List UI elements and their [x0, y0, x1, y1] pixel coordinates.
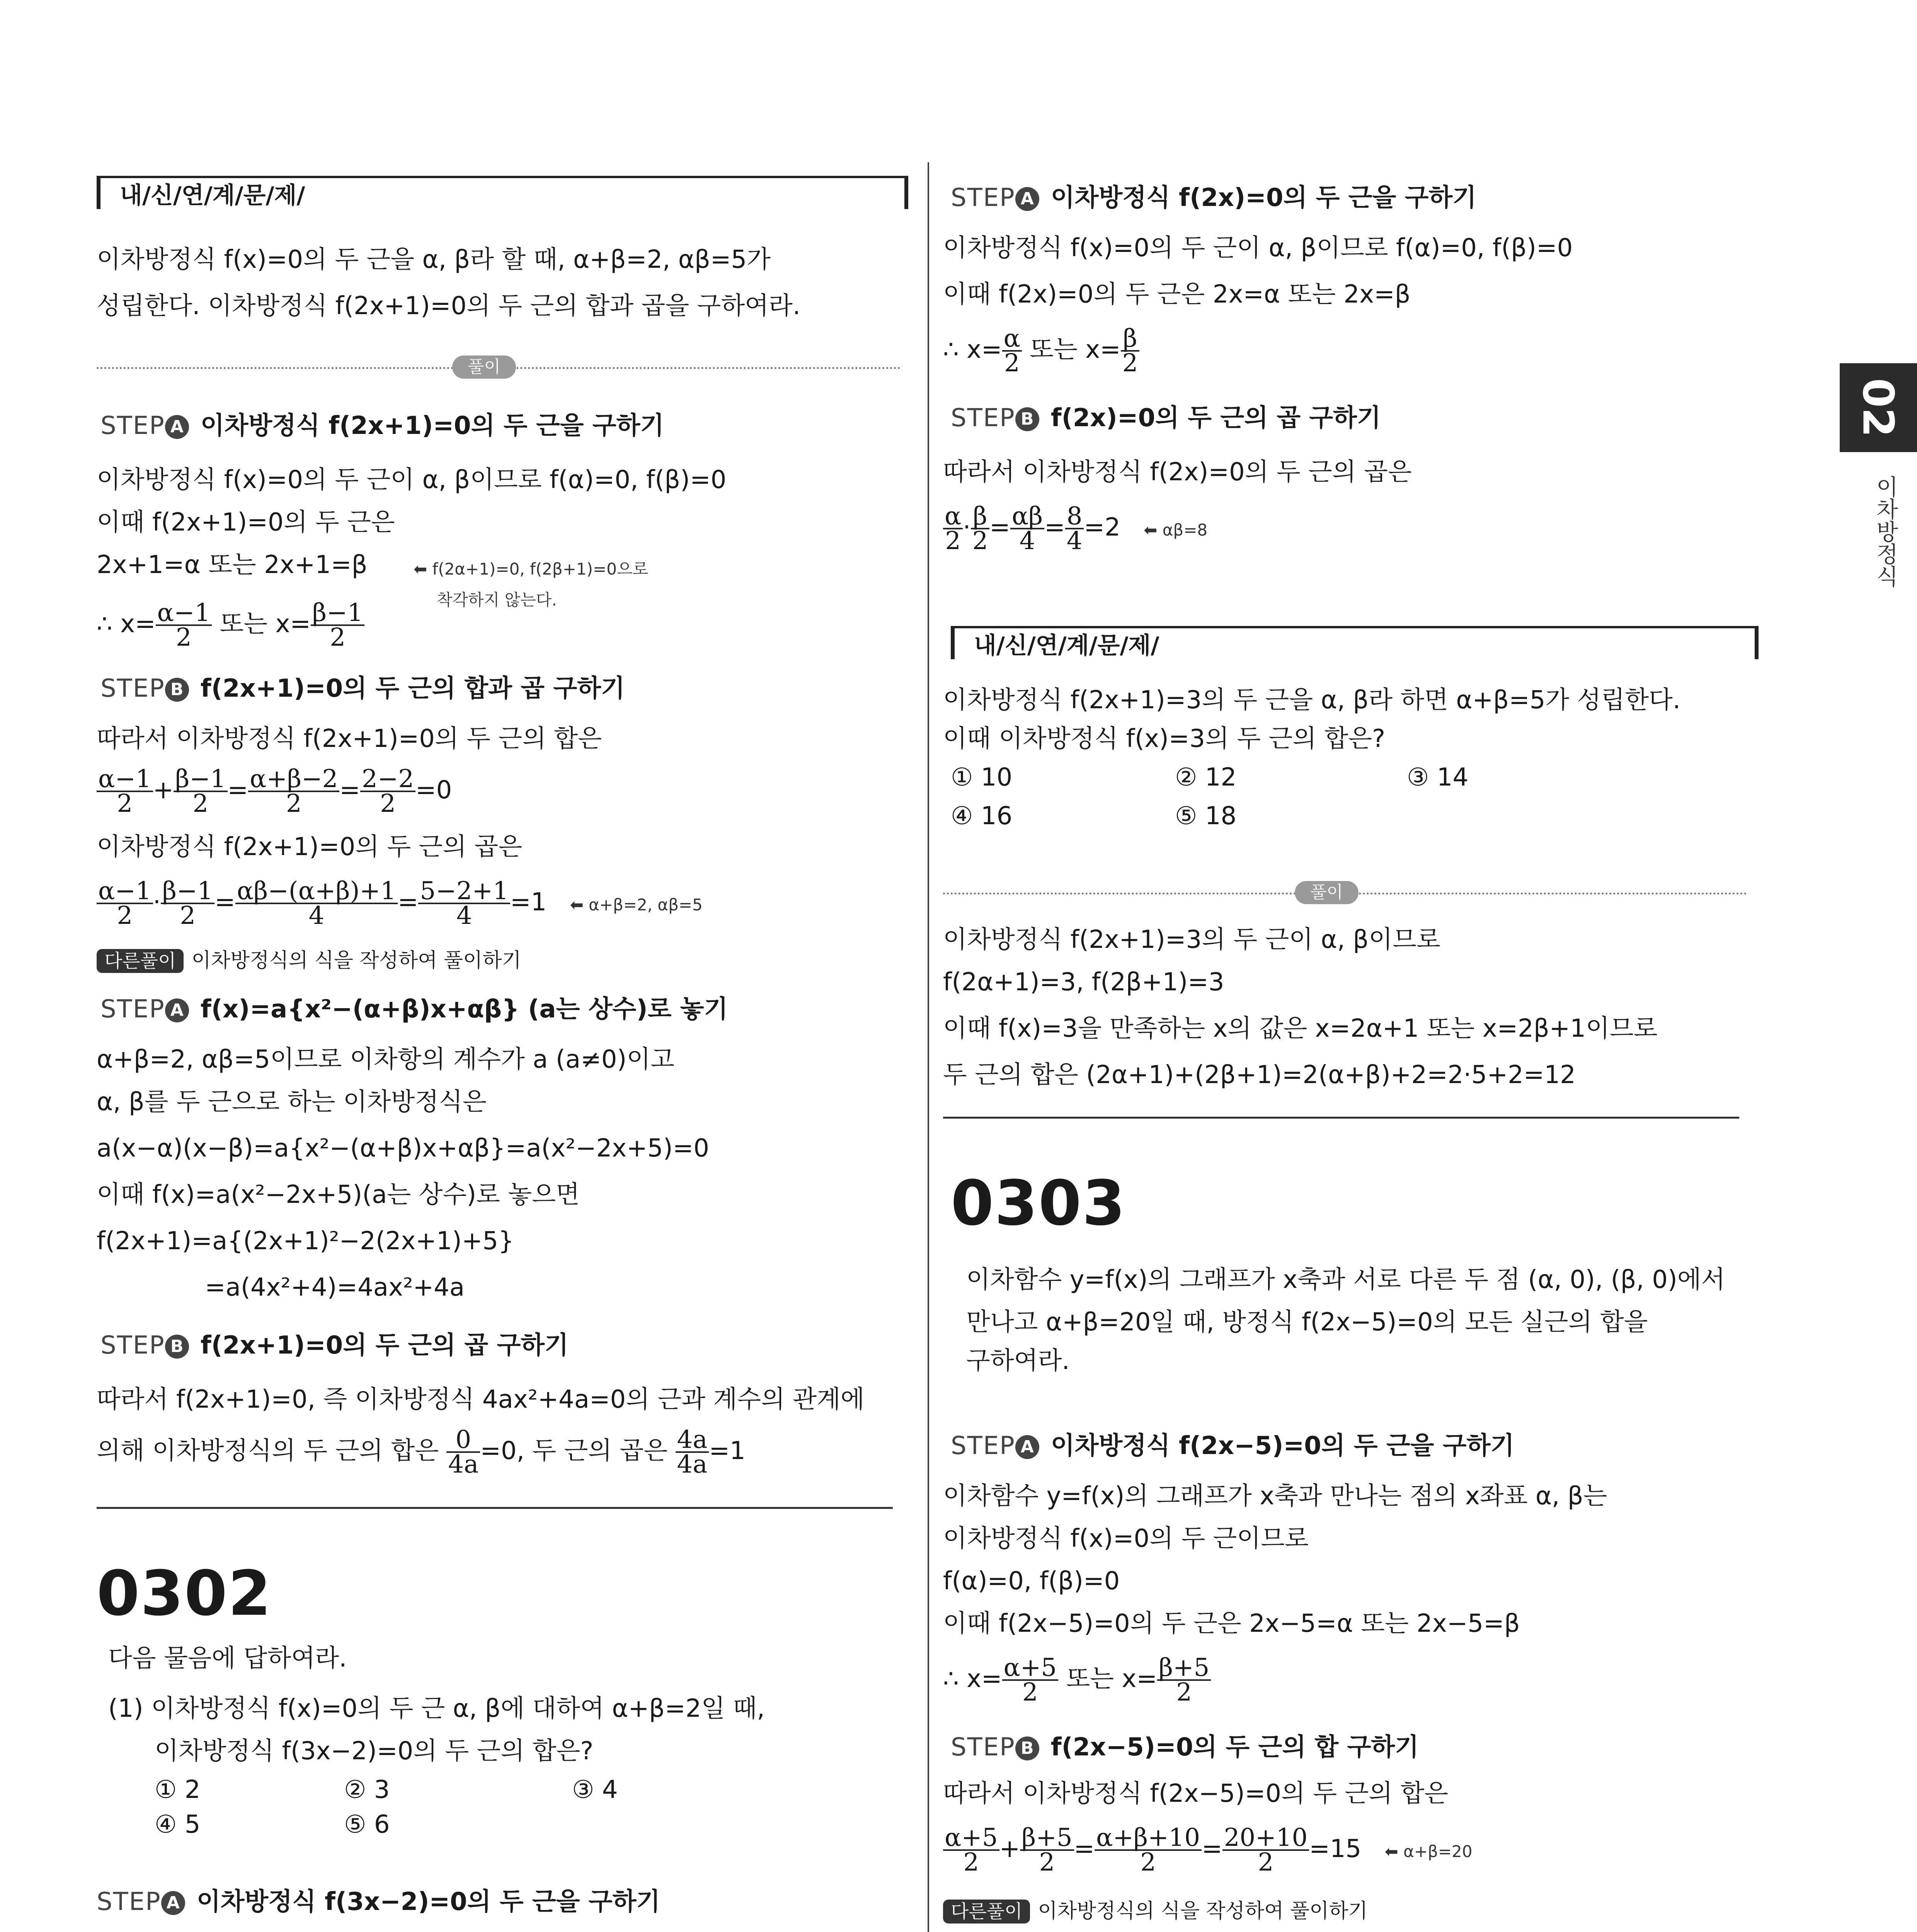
- q1-choice-4: ④ 5: [155, 1810, 201, 1839]
- alt-step-a-heading: STEP A f(x)=a{x²−(α+β)x+αβ} (a는 상수)로 놓기: [100, 995, 728, 1024]
- problem-number-0302: 0302: [97, 1557, 272, 1629]
- chapter-label: 이차방정식: [1872, 475, 1898, 587]
- alt-step-b-line: 따라서 f(2x+1)=0, 즉 이차방정식 4ax²+4a=0의 근과 계수의 관계에: [97, 1385, 865, 1414]
- alt-solution-header: 다른풀이 이차방정식의 식을 작성하여 풀이하기: [97, 943, 908, 977]
- p0302-q1-line-1: (1) 이차방정식 f(x)=0의 두 근 α, β에 대하여 α+β=2일 때,: [108, 1694, 765, 1723]
- p0303-sum-equation: $\frac{\alpha+5}{2}$ + $\frac{\beta+5}{2}$ = $\frac{\alpha+\beta+10}{2}$ = $\frac{20+10}{2}$ =15 ⬅ α+β=20: [943, 1820, 1762, 1878]
- p0303-intro-1: 이차함수 y=f(x)의 그래프가 x축과 서로 다른 두 점 (α, 0), (β, 0)에서: [966, 1265, 1725, 1294]
- alt-line-4: 이때 f(x)=a(x²−2x+5)(a는 상수)로 놓으면: [97, 1180, 580, 1209]
- p0302-q1-line-2: 이차방정식 f(3x−2)=0의 두 근의 합은?: [155, 1737, 594, 1765]
- p0303-step-a-line-2: 이차방정식 f(x)=0의 두 근이므로: [943, 1524, 1309, 1553]
- r-step-a-heading: STEP A 이차방정식 f(2x)=0의 두 근을 구하기: [951, 184, 1477, 212]
- section-rule: [97, 1507, 893, 1509]
- step-b-heading: STEP B f(2x+1)=0의 두 근의 합과 곱 구하기: [100, 674, 625, 703]
- p0303-alt-header: 다른풀이 이차방정식의 식을 작성하여 풀이하기: [943, 1893, 1762, 1927]
- q1-choice-1: ① 2: [155, 1776, 201, 1804]
- r-sol-line-4: 두 근의 합은 (2α+1)+(2β+1)=2(α+β)+2=2·5+2=12: [943, 1061, 1576, 1089]
- r-step-b-line: 따라서 이차방정식 f(2x)=0의 두 근의 곱은: [943, 458, 1412, 486]
- left-column: [97, 0, 908, 1932]
- q1-choice-3: ③ 4: [572, 1776, 618, 1804]
- product-equation: $\frac{\alpha-1}{2}$ · $\frac{\beta-1}{2}$ = $\frac{\alpha\beta-(\alpha+\beta)+1}{4}$ = $\frac{5-2+1}{4}$ =1 ⬅ α+β=2, αβ=5: [97, 873, 908, 931]
- alt-line-2: α, β를 두 근으로 하는 이차방정식은: [97, 1088, 487, 1116]
- r-choice-2: ② 12: [1175, 763, 1237, 792]
- right-column: [943, 0, 1762, 1932]
- solution-label: 풀이: [452, 355, 516, 379]
- r-sol-line-3: 이때 f(x)=3을 만족하는 x의 값은 x=2α+1 또는 x=2β+1이므로: [943, 1014, 1658, 1043]
- r-solution-label: 풀이: [1295, 881, 1359, 904]
- r-box-title: 내/신/연/계/문/제/: [951, 626, 1759, 659]
- r-step-a-line-1: 이차방정식 f(x)=0의 두 근이 α, β이므로 f(α)=0, f(β)=0: [943, 234, 1573, 262]
- alt-line-1: α+β=2, αβ=5이므로 이차항의 계수가 a (a≠0)이고: [97, 1045, 675, 1074]
- step-a-line-2: 이때 f(2x+1)=0의 두 근은: [97, 508, 395, 537]
- p0302-step-a-heading: STEP A 이차방정식 f(3x−2)=0의 두 근을 구하기: [97, 1888, 661, 1916]
- r-step-a-line-2: 이때 f(2x)=0의 두 근은 2x=α 또는 2x=β: [943, 280, 1411, 309]
- alt-step-b-heading: STEP B f(2x+1)=0의 두 근의 곱 구하기: [100, 1331, 569, 1360]
- alt-line-3: a(x−α)(x−β)=a{x²−(α+β)x+αβ}=a(x²−2x+5)=0: [97, 1134, 709, 1163]
- alt-final-line: 의해 이차방정식의 두 근의 합은 $\frac{0}{4a}$ =0, 두 근의 곱은 $\frac{4a}{4a}$ =1: [97, 1425, 746, 1479]
- problem-number-0303: 0303: [951, 1167, 1126, 1239]
- r-step-a-solution: ∴ x= $\frac{\alpha}{2}$ 또는 x= $\frac{\beta}{2}$: [943, 321, 1762, 379]
- p0303-step-a-heading: STEP A 이차방정식 f(2x−5)=0의 두 근을 구하기: [951, 1432, 1515, 1460]
- r-sol-line-2: f(2α+1)=3, f(2β+1)=3: [943, 968, 1224, 997]
- r-choice-1: ① 10: [951, 763, 1013, 792]
- r-section-rule: [943, 1117, 1739, 1119]
- step-a-line-3: 2x+1=α 또는 2x+1=β: [97, 551, 368, 579]
- p0303-intro-2: 만나고 α+β=20일 때, 방정식 f(2x−5)=0의 모든 실근의 합을: [966, 1308, 1648, 1337]
- r-box-line-1: 이차방정식 f(2x+1)=3의 두 근을 α, β라 하면 α+β=5가 성립한다.: [943, 686, 1681, 714]
- step-a-note-2: 착각하지 않는다.: [437, 590, 557, 609]
- sum-equation: $\frac{\alpha-1}{2}$ + $\frac{\beta-1}{2}$ = $\frac{\alpha+\beta-2}{2}$ = $\frac{2-2}{2}$ =0: [97, 761, 908, 819]
- alt-line-6: =a(4x²+4)=4ax²+4a: [205, 1273, 465, 1302]
- box-title: 내/신/연/계/문/제/: [97, 176, 908, 209]
- r-step-b-heading: STEP B f(2x)=0의 두 근의 곱 구하기: [951, 404, 1381, 432]
- p0303-step-a-line-3: f(α)=0, f(β)=0: [943, 1567, 1120, 1595]
- step-a-heading: STEP A 이차방정식 f(2x+1)=0의 두 근을 구하기: [100, 412, 664, 440]
- step-a-note-1: ⬅ f(2α+1)=0, f(2β+1)=0으로: [414, 560, 649, 578]
- step-a-solution: ∴ x= $\frac{\alpha-1}{2}$ 또는 x= $\frac{\beta-1}{2}$: [97, 595, 908, 653]
- alt-line-5: f(2x+1)=a{(2x+1)²−2(2x+1)+5}: [97, 1227, 514, 1255]
- intro-line-2: 성립한다. 이차방정식 f(2x+1)=0의 두 근의 합과 곱을 구하여라.: [97, 292, 801, 320]
- r-sol-line-1: 이차방정식 f(2x+1)=3의 두 근이 α, β이므로: [943, 925, 1440, 954]
- column-divider: [928, 162, 929, 1932]
- step-b-line-1: 따라서 이차방정식 f(2x+1)=0의 두 근의 합은: [97, 724, 602, 753]
- p0303-intro-3: 구하여라.: [966, 1347, 1070, 1375]
- chapter-tab: 02: [1840, 363, 1917, 452]
- p0303-step-b-heading: STEP B f(2x−5)=0의 두 근의 합 구하기: [951, 1733, 1419, 1762]
- step-a-line-1: 이차방정식 f(x)=0의 두 근이 α, β이므로 f(α)=0, f(β)=0: [97, 466, 727, 494]
- product-line: 이차방정식 f(2x+1)=0의 두 근의 곱은: [97, 833, 523, 861]
- q1-choice-5: ⑤ 6: [344, 1810, 390, 1839]
- r-choice-5: ⑤ 18: [1175, 802, 1237, 830]
- q1-choice-2: ② 3: [344, 1776, 390, 1804]
- p0303-step-a-line-1: 이차함수 y=f(x)의 그래프가 x축과 만나는 점의 x좌표 α, β는: [943, 1482, 1607, 1510]
- r-choice-4: ④ 16: [951, 802, 1013, 830]
- p0302-intro: 다음 물음에 답하여라.: [108, 1644, 347, 1673]
- p0303-step-a-solution: ∴ x= $\frac{\alpha+5}{2}$ 또는 x= $\frac{\beta+5}{2}$: [943, 1650, 1762, 1708]
- p0303-step-b-line: 따라서 이차방정식 f(2x−5)=0의 두 근의 합은: [943, 1779, 1449, 1808]
- intro-line-1: 이차방정식 f(x)=0의 두 근을 α, β라 할 때, α+β=2, αβ=5가: [97, 245, 771, 274]
- r-product-equation: $\frac{\alpha}{2}$ · $\frac{\beta}{2}$ = $\frac{\alpha\beta}{4}$ = $\frac{8}{4}$ =2 ⬅ αβ=8: [943, 498, 1762, 556]
- r-box-line-2: 이때 이차방정식 f(x)=3의 두 근의 합은?: [943, 724, 1386, 753]
- p0303-step-a-line-4: 이때 f(2x−5)=0의 두 근은 2x−5=α 또는 2x−5=β: [943, 1609, 1520, 1638]
- r-choice-3: ③ 14: [1407, 763, 1469, 792]
